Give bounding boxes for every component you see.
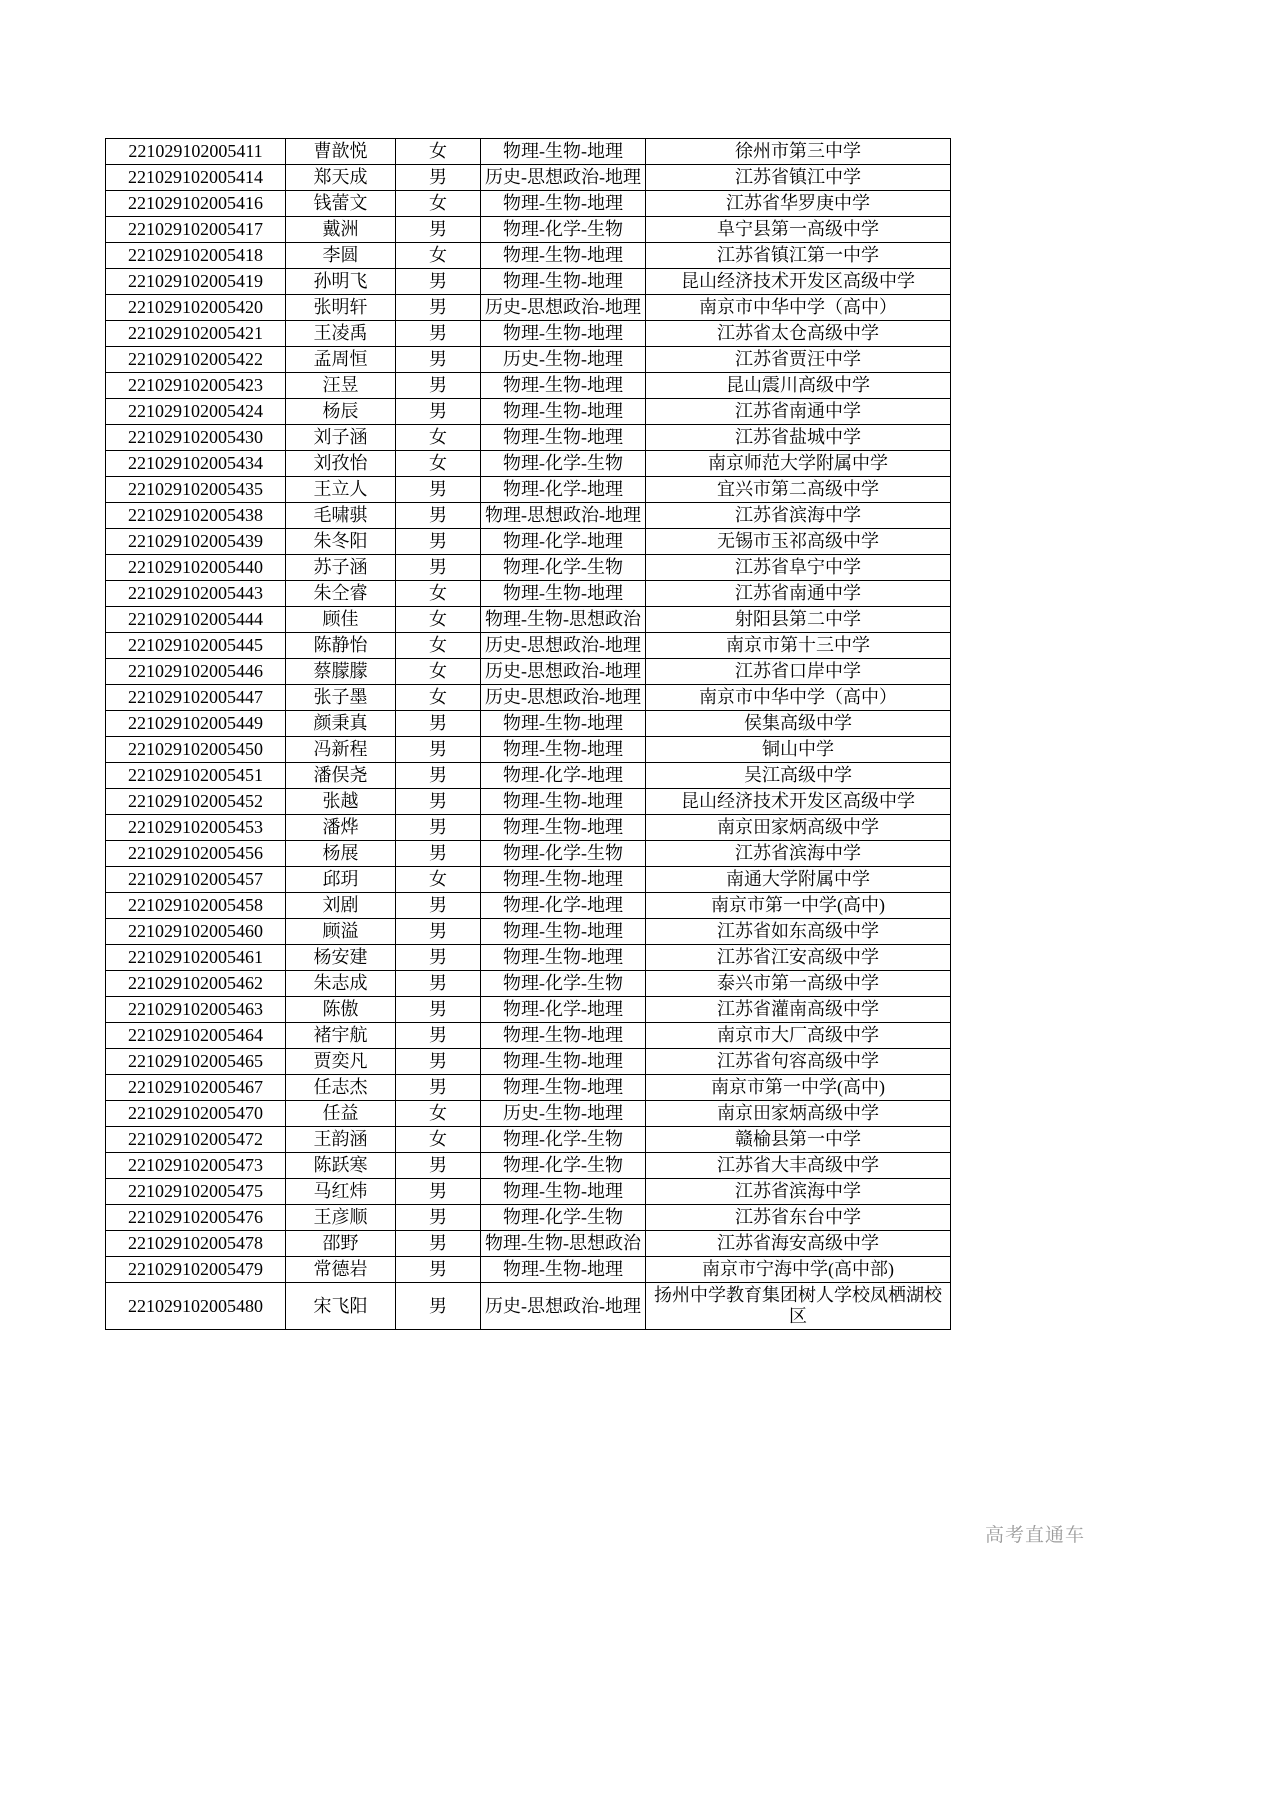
table-row <box>106 1153 951 1179</box>
cell-school: 江苏省南通中学 <box>646 581 951 607</box>
cell-subjects: 物理-生物-地理 <box>481 737 646 763</box>
cell-school: 江苏省东台中学 <box>646 1205 951 1231</box>
cell-exam-id: 221029102005463 <box>106 997 286 1023</box>
table-row <box>106 789 951 815</box>
cell-subjects: 历史-思想政治-地理 <box>481 295 646 321</box>
watermark-gaokao-zhitongche: 高考直通车 <box>985 1525 1086 1546</box>
cell-name: 朱志成 <box>286 971 396 997</box>
table-row <box>106 269 951 295</box>
cell-name: 杨安建 <box>286 945 396 971</box>
cell-name: 潘俣尧 <box>286 763 396 789</box>
cell-gender: 男 <box>396 997 481 1023</box>
cell-name: 贾奕凡 <box>286 1049 396 1075</box>
cell-exam-id: 221029102005445 <box>106 633 286 659</box>
cell-gender: 男 <box>396 945 481 971</box>
table-row <box>106 1127 951 1153</box>
table-row <box>106 373 951 399</box>
cell-subjects: 物理-化学-生物 <box>481 1153 646 1179</box>
cell-gender: 男 <box>396 919 481 945</box>
cell-exam-id: 221029102005440 <box>106 555 286 581</box>
cell-gender: 男 <box>396 893 481 919</box>
table-row <box>106 243 951 269</box>
cell-name: 王立人 <box>286 477 396 503</box>
cell-subjects: 物理-化学-地理 <box>481 477 646 503</box>
cell-gender: 男 <box>396 1023 481 1049</box>
cell-name: 钱蕾文 <box>286 191 396 217</box>
cell-subjects: 物理-化学-地理 <box>481 893 646 919</box>
cell-subjects: 物理-生物-地理 <box>481 581 646 607</box>
cell-name: 王凌禹 <box>286 321 396 347</box>
cell-school: 江苏省南通中学 <box>646 399 951 425</box>
cell-exam-id: 221029102005439 <box>106 529 286 555</box>
cell-exam-id: 221029102005456 <box>106 841 286 867</box>
cell-exam-id: 221029102005422 <box>106 347 286 373</box>
cell-subjects: 历史-思想政治-地理 <box>481 1283 646 1330</box>
table-row <box>106 399 951 425</box>
cell-subjects: 物理-化学-生物 <box>481 971 646 997</box>
cell-subjects: 物理-生物-地理 <box>481 139 646 165</box>
cell-gender: 男 <box>396 971 481 997</box>
cell-exam-id: 221029102005475 <box>106 1179 286 1205</box>
cell-subjects: 物理-生物-地理 <box>481 373 646 399</box>
cell-exam-id: 221029102005467 <box>106 1075 286 1101</box>
cell-gender: 男 <box>396 295 481 321</box>
cell-name: 曹歆悦 <box>286 139 396 165</box>
cell-name: 褚宇航 <box>286 1023 396 1049</box>
cell-name: 常德岩 <box>286 1257 396 1283</box>
cell-exam-id: 221029102005461 <box>106 945 286 971</box>
cell-exam-id: 221029102005478 <box>106 1231 286 1257</box>
cell-exam-id: 221029102005416 <box>106 191 286 217</box>
cell-school: 南通大学附属中学 <box>646 867 951 893</box>
cell-school: 江苏省大丰高级中学 <box>646 1153 951 1179</box>
cell-subjects: 物理-生物-地理 <box>481 321 646 347</box>
cell-exam-id: 221029102005411 <box>106 139 286 165</box>
cell-school: 泰兴市第一高级中学 <box>646 971 951 997</box>
cell-subjects: 物理-生物-地理 <box>481 1257 646 1283</box>
cell-exam-id: 221029102005473 <box>106 1153 286 1179</box>
cell-gender: 男 <box>396 1153 481 1179</box>
cell-exam-id: 221029102005458 <box>106 893 286 919</box>
cell-school: 南京师范大学附属中学 <box>646 451 951 477</box>
cell-school: 江苏省滨海中学 <box>646 841 951 867</box>
cell-exam-id: 221029102005414 <box>106 165 286 191</box>
cell-school: 无锡市玉祁高级中学 <box>646 529 951 555</box>
table-row <box>106 633 951 659</box>
cell-gender: 男 <box>396 1257 481 1283</box>
cell-gender: 男 <box>396 815 481 841</box>
cell-exam-id: 221029102005470 <box>106 1101 286 1127</box>
cell-exam-id: 221029102005435 <box>106 477 286 503</box>
cell-gender: 男 <box>396 477 481 503</box>
cell-name: 任志杰 <box>286 1075 396 1101</box>
cell-name: 邱玥 <box>286 867 396 893</box>
cell-subjects: 物理-生物-思想政治 <box>481 1231 646 1257</box>
cell-gender: 男 <box>396 399 481 425</box>
cell-gender: 男 <box>396 1075 481 1101</box>
cell-school: 江苏省海安高级中学 <box>646 1231 951 1257</box>
cell-school: 射阳县第二中学 <box>646 607 951 633</box>
cell-school: 徐州市第三中学 <box>646 139 951 165</box>
student-registration-table <box>105 138 951 1330</box>
cell-name: 邵野 <box>286 1231 396 1257</box>
cell-name: 王韵涵 <box>286 1127 396 1153</box>
cell-gender: 男 <box>396 1231 481 1257</box>
cell-exam-id: 221029102005464 <box>106 1023 286 1049</box>
table-row <box>106 971 951 997</box>
cell-exam-id: 221029102005451 <box>106 763 286 789</box>
cell-subjects: 历史-思想政治-地理 <box>481 685 646 711</box>
cell-subjects: 物理-生物-地理 <box>481 1075 646 1101</box>
cell-school: 南京市大厂高级中学 <box>646 1023 951 1049</box>
cell-gender: 男 <box>396 737 481 763</box>
cell-school: 昆山震川高级中学 <box>646 373 951 399</box>
cell-exam-id: 221029102005417 <box>106 217 286 243</box>
cell-name: 张越 <box>286 789 396 815</box>
cell-exam-id: 221029102005430 <box>106 425 286 451</box>
table-row <box>106 893 951 919</box>
cell-name: 李圆 <box>286 243 396 269</box>
cell-exam-id: 221029102005446 <box>106 659 286 685</box>
table-row <box>106 217 951 243</box>
cell-exam-id: 221029102005419 <box>106 269 286 295</box>
cell-name: 马红炜 <box>286 1179 396 1205</box>
cell-name: 毛啸骐 <box>286 503 396 529</box>
cell-subjects: 物理-生物-地理 <box>481 269 646 295</box>
cell-name: 蔡朦朦 <box>286 659 396 685</box>
cell-subjects: 物理-生物-地理 <box>481 815 646 841</box>
cell-gender: 女 <box>396 633 481 659</box>
cell-gender: 男 <box>396 1283 481 1330</box>
cell-name: 杨展 <box>286 841 396 867</box>
cell-school: 江苏省太仓高级中学 <box>646 321 951 347</box>
cell-gender: 男 <box>396 373 481 399</box>
cell-name: 杨辰 <box>286 399 396 425</box>
table-row <box>106 1101 951 1127</box>
table-row <box>106 321 951 347</box>
cell-gender: 女 <box>396 685 481 711</box>
cell-name: 刘孜怡 <box>286 451 396 477</box>
cell-exam-id: 221029102005421 <box>106 321 286 347</box>
cell-gender: 女 <box>396 581 481 607</box>
cell-subjects: 物理-生物-地理 <box>481 399 646 425</box>
cell-subjects: 物理-化学-生物 <box>481 1205 646 1231</box>
cell-subjects: 物理-生物-地理 <box>481 789 646 815</box>
table-row <box>106 1231 951 1257</box>
cell-school: 江苏省滨海中学 <box>646 503 951 529</box>
table-row <box>106 841 951 867</box>
cell-exam-id: 221029102005423 <box>106 373 286 399</box>
table-row <box>106 1023 951 1049</box>
cell-subjects: 物理-化学-地理 <box>481 997 646 1023</box>
table-row <box>106 1075 951 1101</box>
cell-gender: 女 <box>396 1101 481 1127</box>
table-row <box>106 659 951 685</box>
cell-gender: 女 <box>396 191 481 217</box>
table-row <box>106 295 951 321</box>
cell-gender: 男 <box>396 529 481 555</box>
cell-school: 扬州中学教育集团树人学校凤栖湖校区 <box>646 1283 951 1330</box>
cell-subjects: 物理-生物-地理 <box>481 425 646 451</box>
cell-subjects: 物理-生物-地理 <box>481 191 646 217</box>
cell-subjects: 物理-化学-生物 <box>481 451 646 477</box>
cell-gender: 女 <box>396 1127 481 1153</box>
table-row <box>106 685 951 711</box>
cell-subjects: 物理-生物-地理 <box>481 1049 646 1075</box>
table-row <box>106 191 951 217</box>
cell-school: 南京市第一中学(高中) <box>646 893 951 919</box>
table-row <box>106 477 951 503</box>
table-row <box>106 503 951 529</box>
cell-subjects: 物理-生物-地理 <box>481 867 646 893</box>
cell-gender: 男 <box>396 165 481 191</box>
cell-school: 江苏省滨海中学 <box>646 1179 951 1205</box>
cell-school: 宜兴市第二高级中学 <box>646 477 951 503</box>
table-row <box>106 581 951 607</box>
cell-school: 阜宁县第一高级中学 <box>646 217 951 243</box>
cell-name: 顾溢 <box>286 919 396 945</box>
cell-school: 江苏省阜宁中学 <box>646 555 951 581</box>
cell-school: 赣榆县第一中学 <box>646 1127 951 1153</box>
cell-gender: 女 <box>396 659 481 685</box>
table-row <box>106 165 951 191</box>
cell-name: 朱仝睿 <box>286 581 396 607</box>
table-row <box>106 919 951 945</box>
cell-exam-id: 221029102005447 <box>106 685 286 711</box>
cell-school: 南京市中华中学（高中） <box>646 685 951 711</box>
cell-name: 宋飞阳 <box>286 1283 396 1330</box>
cell-exam-id: 221029102005480 <box>106 1283 286 1330</box>
cell-name: 冯新程 <box>286 737 396 763</box>
cell-subjects: 物理-生物-地理 <box>481 1023 646 1049</box>
cell-school: 江苏省句容高级中学 <box>646 1049 951 1075</box>
cell-gender: 女 <box>396 867 481 893</box>
cell-name: 刘子涵 <box>286 425 396 451</box>
cell-gender: 男 <box>396 1049 481 1075</box>
cell-subjects: 物理-生物-思想政治 <box>481 607 646 633</box>
table-row <box>106 529 951 555</box>
cell-gender: 男 <box>396 321 481 347</box>
cell-gender: 男 <box>396 503 481 529</box>
cell-school: 南京市第十三中学 <box>646 633 951 659</box>
cell-exam-id: 221029102005452 <box>106 789 286 815</box>
table-row <box>106 867 951 893</box>
cell-school: 吴江高级中学 <box>646 763 951 789</box>
table-row <box>106 1049 951 1075</box>
table-row <box>106 737 951 763</box>
table-row <box>106 763 951 789</box>
cell-name: 王彦顺 <box>286 1205 396 1231</box>
table-row <box>106 997 951 1023</box>
cell-exam-id: 221029102005479 <box>106 1257 286 1283</box>
cell-name: 张明轩 <box>286 295 396 321</box>
cell-school: 南京市第一中学(高中) <box>646 1075 951 1101</box>
cell-name: 陈傲 <box>286 997 396 1023</box>
cell-school: 江苏省镇江中学 <box>646 165 951 191</box>
cell-exam-id: 221029102005443 <box>106 581 286 607</box>
cell-subjects: 历史-生物-地理 <box>481 1101 646 1127</box>
cell-gender: 女 <box>396 607 481 633</box>
cell-name: 陈静怡 <box>286 633 396 659</box>
cell-gender: 男 <box>396 1179 481 1205</box>
cell-subjects: 物理-生物-地理 <box>481 711 646 737</box>
cell-school: 南京田家炳高级中学 <box>646 815 951 841</box>
cell-name: 刘剧 <box>286 893 396 919</box>
cell-name: 戴洲 <box>286 217 396 243</box>
cell-school: 江苏省灌南高级中学 <box>646 997 951 1023</box>
cell-name: 潘烨 <box>286 815 396 841</box>
cell-gender: 男 <box>396 841 481 867</box>
cell-school: 江苏省如东高级中学 <box>646 919 951 945</box>
cell-exam-id: 221029102005462 <box>106 971 286 997</box>
cell-exam-id: 221029102005434 <box>106 451 286 477</box>
cell-subjects: 物理-化学-生物 <box>481 217 646 243</box>
table-row <box>106 815 951 841</box>
cell-school: 南京市宁海中学(高中部) <box>646 1257 951 1283</box>
cell-subjects: 物理-生物-地理 <box>481 1179 646 1205</box>
cell-gender: 女 <box>396 451 481 477</box>
cell-school: 江苏省华罗庚中学 <box>646 191 951 217</box>
cell-gender: 女 <box>396 139 481 165</box>
table-row <box>106 607 951 633</box>
table-row <box>106 1257 951 1283</box>
table-row <box>106 555 951 581</box>
cell-exam-id: 221029102005465 <box>106 1049 286 1075</box>
cell-school: 侯集高级中学 <box>646 711 951 737</box>
cell-exam-id: 221029102005424 <box>106 399 286 425</box>
cell-gender: 男 <box>396 217 481 243</box>
table-row <box>106 1283 951 1330</box>
cell-school: 昆山经济技术开发区高级中学 <box>646 269 951 295</box>
table-row <box>106 1179 951 1205</box>
table-row <box>106 711 951 737</box>
cell-gender: 男 <box>396 1205 481 1231</box>
cell-name: 孟周恒 <box>286 347 396 373</box>
cell-name: 郑天成 <box>286 165 396 191</box>
cell-name: 陈跃寒 <box>286 1153 396 1179</box>
cell-exam-id: 221029102005444 <box>106 607 286 633</box>
cell-exam-id: 221029102005450 <box>106 737 286 763</box>
cell-subjects: 历史-思想政治-地理 <box>481 659 646 685</box>
cell-exam-id: 221029102005476 <box>106 1205 286 1231</box>
table-row <box>106 139 951 165</box>
cell-gender: 女 <box>396 243 481 269</box>
cell-exam-id: 221029102005453 <box>106 815 286 841</box>
cell-exam-id: 221029102005472 <box>106 1127 286 1153</box>
cell-exam-id: 221029102005460 <box>106 919 286 945</box>
cell-subjects: 物理-生物-地理 <box>481 243 646 269</box>
cell-subjects: 物理-化学-生物 <box>481 1127 646 1153</box>
cell-school: 南京市中华中学（高中） <box>646 295 951 321</box>
cell-gender: 男 <box>396 555 481 581</box>
table-row <box>106 347 951 373</box>
cell-name: 任益 <box>286 1101 396 1127</box>
cell-name: 朱冬阳 <box>286 529 396 555</box>
table-row <box>106 945 951 971</box>
cell-name: 苏子涵 <box>286 555 396 581</box>
cell-exam-id: 221029102005438 <box>106 503 286 529</box>
cell-school: 江苏省贾汪中学 <box>646 347 951 373</box>
cell-school: 南京田家炳高级中学 <box>646 1101 951 1127</box>
table-row <box>106 425 951 451</box>
cell-gender: 男 <box>396 789 481 815</box>
cell-gender: 男 <box>396 269 481 295</box>
cell-gender: 男 <box>396 763 481 789</box>
cell-name: 颜秉真 <box>286 711 396 737</box>
cell-gender: 女 <box>396 425 481 451</box>
cell-school: 江苏省镇江第一中学 <box>646 243 951 269</box>
table-row <box>106 1205 951 1231</box>
cell-subjects: 物理-化学-生物 <box>481 555 646 581</box>
cell-subjects: 物理-生物-地理 <box>481 919 646 945</box>
cell-exam-id: 221029102005449 <box>106 711 286 737</box>
cell-school: 昆山经济技术开发区高级中学 <box>646 789 951 815</box>
cell-name: 顾佳 <box>286 607 396 633</box>
cell-name: 张子墨 <box>286 685 396 711</box>
table-row <box>106 451 951 477</box>
cell-exam-id: 221029102005457 <box>106 867 286 893</box>
cell-subjects: 物理-化学-生物 <box>481 841 646 867</box>
cell-subjects: 物理-生物-地理 <box>481 945 646 971</box>
cell-subjects: 历史-思想政治-地理 <box>481 633 646 659</box>
cell-gender: 男 <box>396 711 481 737</box>
cell-name: 汪昱 <box>286 373 396 399</box>
cell-subjects: 物理-化学-地理 <box>481 763 646 789</box>
cell-exam-id: 221029102005418 <box>106 243 286 269</box>
cell-school: 铜山中学 <box>646 737 951 763</box>
cell-school: 江苏省口岸中学 <box>646 659 951 685</box>
cell-name: 孙明飞 <box>286 269 396 295</box>
cell-subjects: 历史-生物-地理 <box>481 347 646 373</box>
cell-subjects: 物理-思想政治-地理 <box>481 503 646 529</box>
cell-subjects: 历史-思想政治-地理 <box>481 165 646 191</box>
cell-school: 江苏省江安高级中学 <box>646 945 951 971</box>
cell-subjects: 物理-化学-地理 <box>481 529 646 555</box>
cell-school: 江苏省盐城中学 <box>646 425 951 451</box>
cell-exam-id: 221029102005420 <box>106 295 286 321</box>
cell-gender: 男 <box>396 347 481 373</box>
